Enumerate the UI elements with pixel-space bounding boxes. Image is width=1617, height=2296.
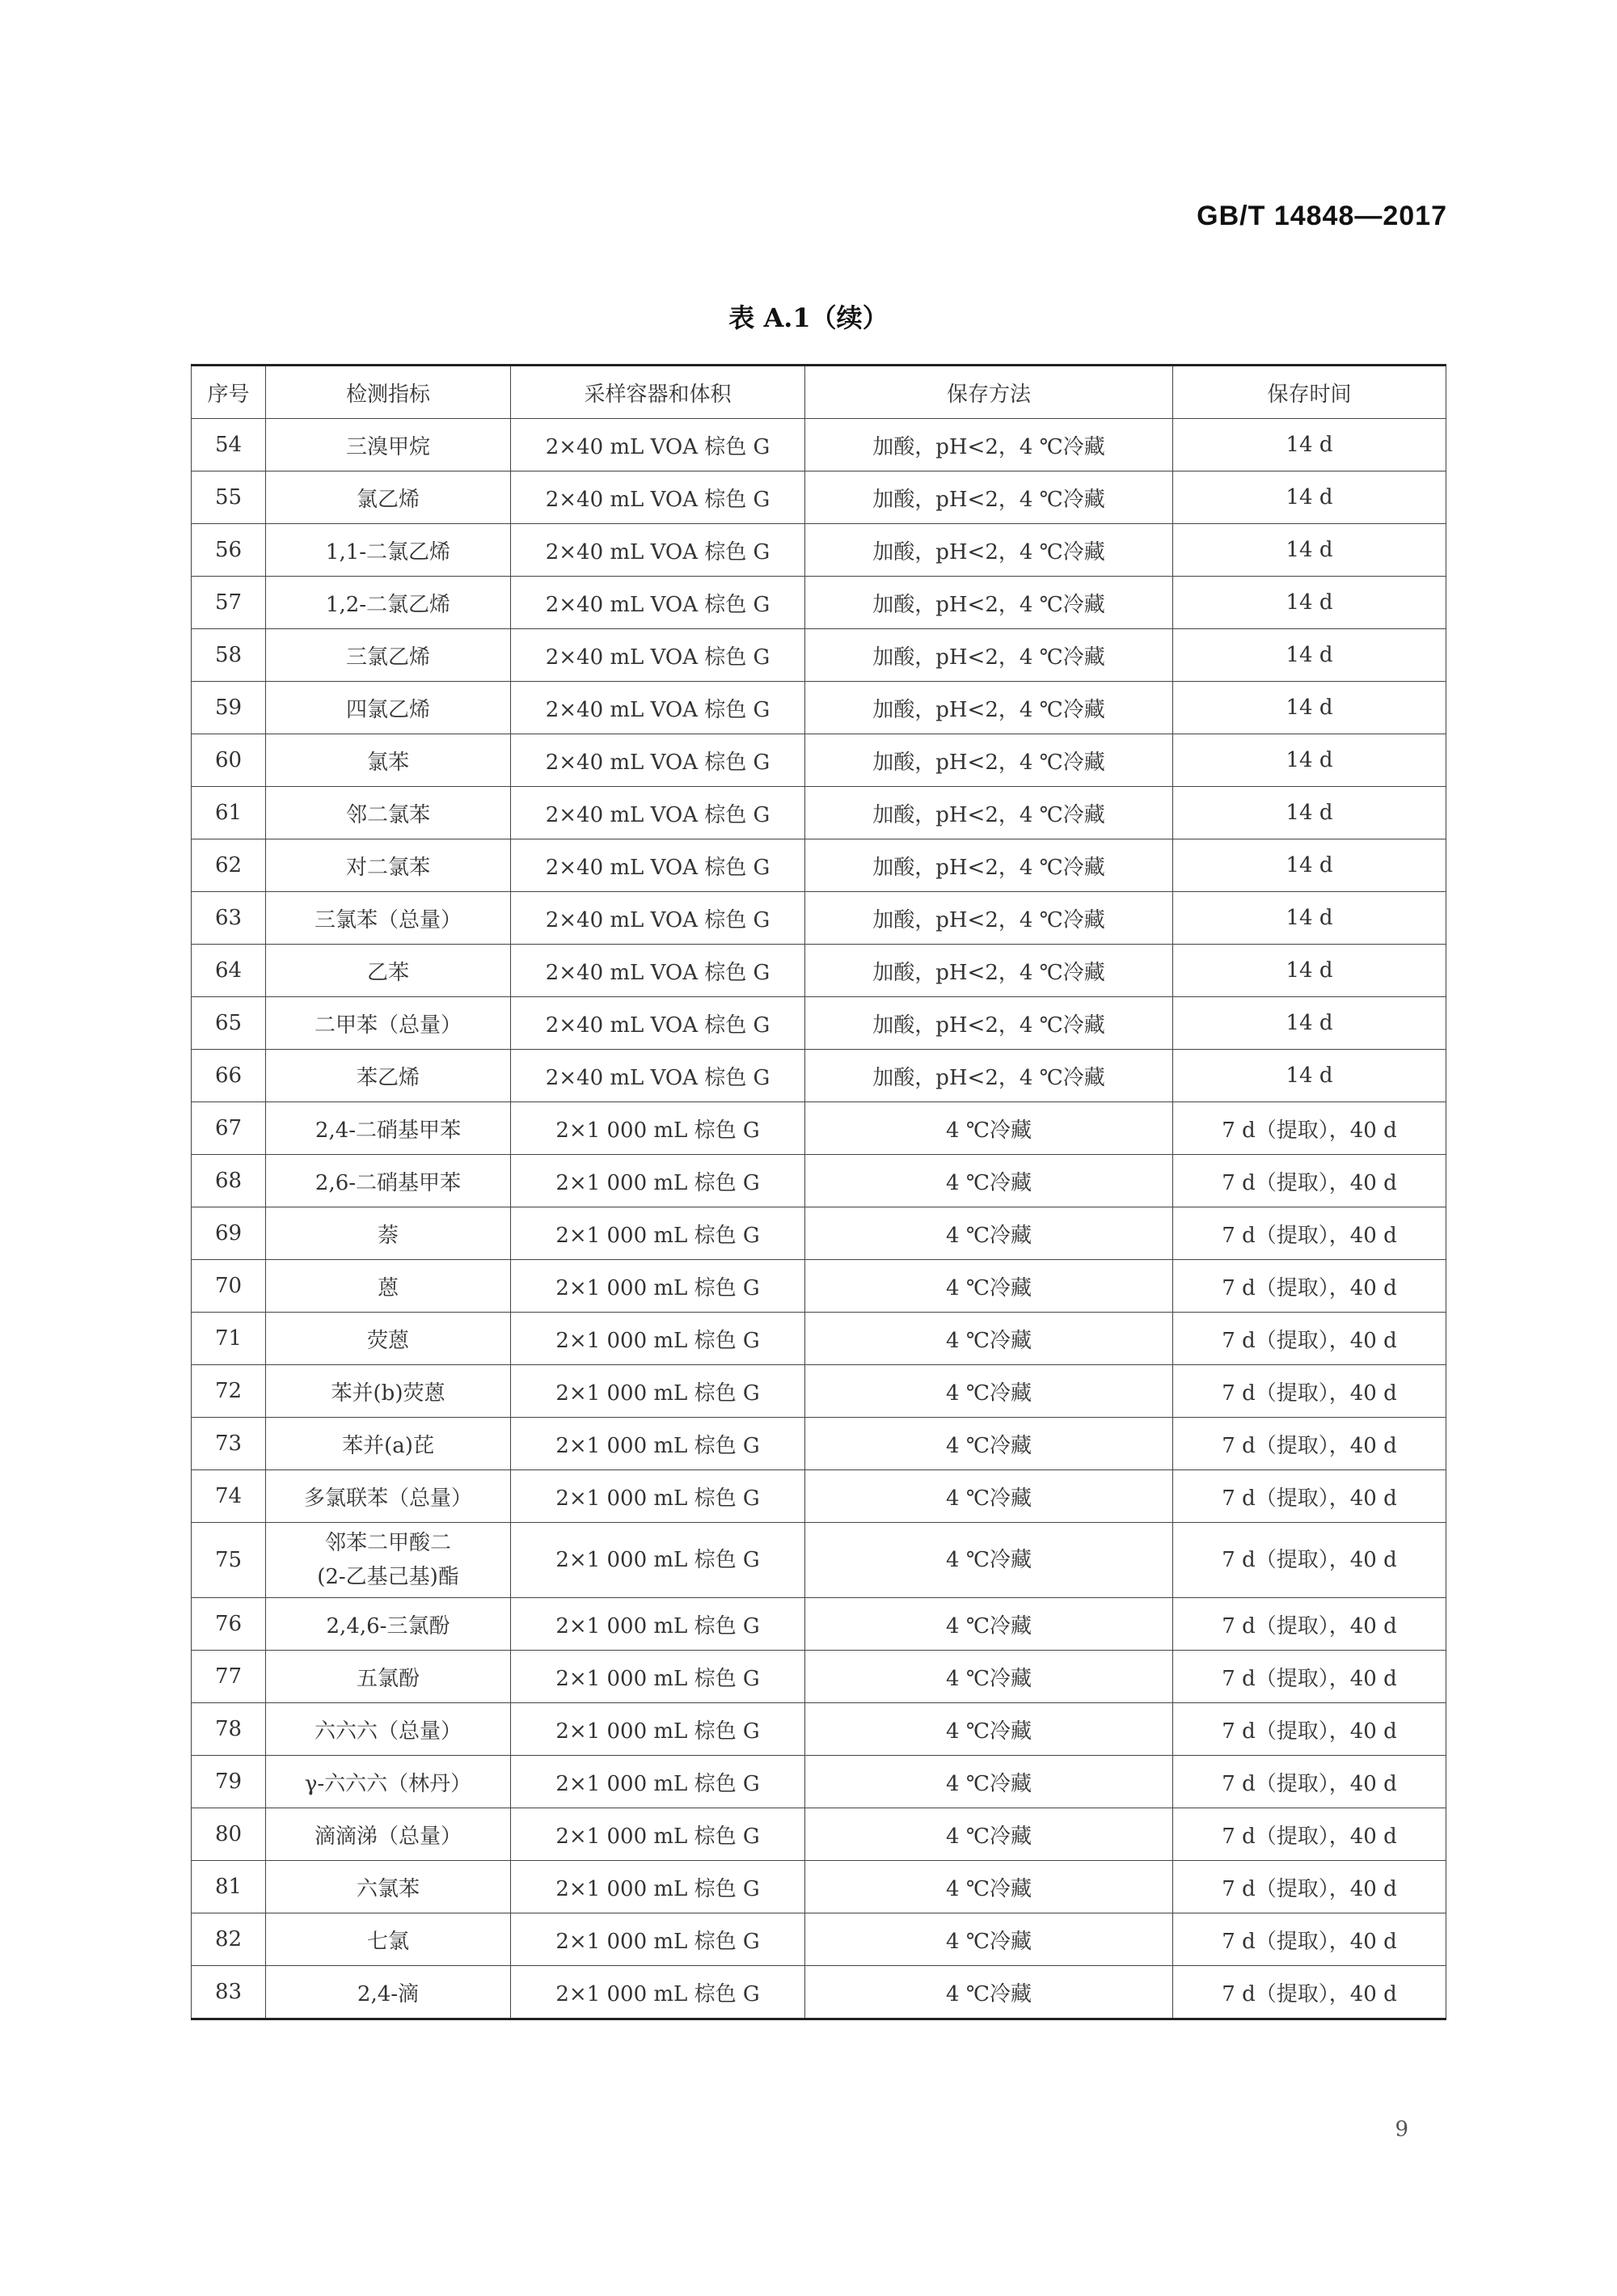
cell-index: 82 — [192, 1913, 266, 1966]
cell-indicator: 苯并(b)荧蒽 — [266, 1365, 511, 1418]
table-row — [192, 1523, 1446, 1598]
cell-indicator: 六氯苯 — [266, 1861, 511, 1913]
cell-container: 2×40 mL VOA 棕色 G — [511, 734, 805, 787]
cell-method: 4 ℃冷藏 — [805, 1966, 1173, 2019]
cell-method: 加酸，pH<2，4 ℃冷藏 — [805, 787, 1173, 839]
cell-container: 2×1 000 mL 棕色 G — [511, 1861, 805, 1913]
cell-time: 14 d — [1173, 1050, 1446, 1102]
cell-method: 4 ℃冷藏 — [805, 1365, 1173, 1418]
cell-index: 79 — [192, 1756, 266, 1808]
table-row — [192, 419, 1446, 471]
cell-container: 2×1 000 mL 棕色 G — [511, 1703, 805, 1756]
cell-container: 2×1 000 mL 棕色 G — [511, 1651, 805, 1703]
cell-method: 4 ℃冷藏 — [805, 1313, 1173, 1365]
column-header-method: 保存方法 — [805, 366, 1173, 419]
column-header-time: 保存时间 — [1173, 366, 1446, 419]
cell-container: 2×40 mL VOA 棕色 G — [511, 997, 805, 1050]
table-row — [192, 1756, 1446, 1808]
cell-index: 66 — [192, 1050, 266, 1102]
cell-container: 2×1 000 mL 棕色 G — [511, 1313, 805, 1365]
table-row — [192, 1207, 1446, 1260]
cell-container: 2×1 000 mL 棕色 G — [511, 1155, 805, 1207]
cell-indicator: 1,1-二氯乙烯 — [266, 524, 511, 577]
column-header-index: 序号 — [192, 366, 266, 419]
table-row — [192, 892, 1446, 945]
cell-index: 71 — [192, 1313, 266, 1365]
cell-index: 76 — [192, 1598, 266, 1651]
cell-method: 4 ℃冷藏 — [805, 1418, 1173, 1470]
table-row — [192, 734, 1446, 787]
cell-container: 2×40 mL VOA 棕色 G — [511, 1050, 805, 1102]
cell-index: 67 — [192, 1102, 266, 1155]
cell-index: 68 — [192, 1155, 266, 1207]
cell-time: 7 d（提取），40 d — [1173, 1523, 1446, 1598]
cell-indicator: 七氯 — [266, 1913, 511, 1966]
cell-indicator: 苯并(a)芘 — [266, 1418, 511, 1470]
cell-time: 7 d（提取），40 d — [1173, 1861, 1446, 1913]
cell-method: 4 ℃冷藏 — [805, 1102, 1173, 1155]
cell-method: 加酸，pH<2，4 ℃冷藏 — [805, 945, 1173, 997]
cell-index: 57 — [192, 577, 266, 629]
cell-indicator: 苯乙烯 — [266, 1050, 511, 1102]
cell-index: 55 — [192, 471, 266, 524]
cell-indicator: 蒽 — [266, 1260, 511, 1313]
table-row — [192, 1102, 1446, 1155]
cell-indicator: 萘 — [266, 1207, 511, 1260]
page-number: 9 — [1395, 2117, 1408, 2142]
cell-index: 78 — [192, 1703, 266, 1756]
cell-time: 14 d — [1173, 577, 1446, 629]
cell-method: 4 ℃冷藏 — [805, 1808, 1173, 1861]
cell-method: 加酸，pH<2，4 ℃冷藏 — [805, 892, 1173, 945]
cell-method: 4 ℃冷藏 — [805, 1651, 1173, 1703]
table-row — [192, 1313, 1446, 1365]
cell-time: 7 d（提取），40 d — [1173, 1102, 1446, 1155]
cell-method: 加酸，pH<2，4 ℃冷藏 — [805, 734, 1173, 787]
cell-method: 加酸，pH<2，4 ℃冷藏 — [805, 471, 1173, 524]
cell-indicator: γ-六六六（林丹） — [266, 1756, 511, 1808]
cell-container: 2×40 mL VOA 棕色 G — [511, 945, 805, 997]
cell-indicator: 邻二氯苯 — [266, 787, 511, 839]
cell-indicator: 对二氯苯 — [266, 839, 511, 892]
table-row — [192, 839, 1446, 892]
cell-method: 4 ℃冷藏 — [805, 1913, 1173, 1966]
cell-container: 2×1 000 mL 棕色 G — [511, 1418, 805, 1470]
cell-index: 70 — [192, 1260, 266, 1313]
table-row — [192, 1470, 1446, 1523]
column-header-indicator: 检测指标 — [266, 366, 511, 419]
cell-index: 80 — [192, 1808, 266, 1861]
cell-method: 4 ℃冷藏 — [805, 1470, 1173, 1523]
table-row — [192, 1365, 1446, 1418]
cell-time: 7 d（提取），40 d — [1173, 1703, 1446, 1756]
cell-method: 4 ℃冷藏 — [805, 1756, 1173, 1808]
cell-time: 7 d（提取），40 d — [1173, 1598, 1446, 1651]
cell-indicator: 三氯乙烯 — [266, 629, 511, 682]
table-row — [192, 1260, 1446, 1313]
column-header-container: 采样容器和体积 — [511, 366, 805, 419]
table-row — [192, 1861, 1446, 1913]
cell-time: 14 d — [1173, 471, 1446, 524]
table-row — [192, 1651, 1446, 1703]
cell-container: 2×40 mL VOA 棕色 G — [511, 839, 805, 892]
cell-index: 75 — [192, 1523, 266, 1598]
cell-indicator: 1,2-二氯乙烯 — [266, 577, 511, 629]
table-row — [192, 1913, 1446, 1966]
cell-time: 7 d（提取），40 d — [1173, 1966, 1446, 2019]
cell-index: 72 — [192, 1365, 266, 1418]
cell-container: 2×40 mL VOA 棕色 G — [511, 787, 805, 839]
table-row — [192, 629, 1446, 682]
cell-method: 加酸，pH<2，4 ℃冷藏 — [805, 577, 1173, 629]
cell-container: 2×1 000 mL 棕色 G — [511, 1756, 805, 1808]
cell-indicator: 五氯酚 — [266, 1651, 511, 1703]
cell-container: 2×40 mL VOA 棕色 G — [511, 471, 805, 524]
cell-indicator: 氯苯 — [266, 734, 511, 787]
cell-method: 加酸，pH<2，4 ℃冷藏 — [805, 1050, 1173, 1102]
cell-index: 56 — [192, 524, 266, 577]
cell-index: 61 — [192, 787, 266, 839]
document-code: GB/T 14848—2017 — [1197, 201, 1447, 231]
table-row — [192, 471, 1446, 524]
cell-container: 2×1 000 mL 棕色 G — [511, 1260, 805, 1313]
cell-index: 63 — [192, 892, 266, 945]
cell-index: 54 — [192, 419, 266, 471]
cell-index: 64 — [192, 945, 266, 997]
cell-index: 62 — [192, 839, 266, 892]
cell-indicator: 2,6-二硝基甲苯 — [266, 1155, 511, 1207]
table-row — [192, 1598, 1446, 1651]
cell-time: 14 d — [1173, 629, 1446, 682]
cell-time: 7 d（提取），40 d — [1173, 1418, 1446, 1470]
cell-indicator: 四氯乙烯 — [266, 682, 511, 734]
cell-method: 加酸，pH<2，4 ℃冷藏 — [805, 682, 1173, 734]
cell-time: 14 d — [1173, 997, 1446, 1050]
cell-time: 14 d — [1173, 419, 1446, 471]
cell-container: 2×40 mL VOA 棕色 G — [511, 419, 805, 471]
cell-time: 7 d（提取），40 d — [1173, 1651, 1446, 1703]
cell-container: 2×1 000 mL 棕色 G — [511, 1913, 805, 1966]
cell-time: 14 d — [1173, 524, 1446, 577]
cell-container: 2×40 mL VOA 棕色 G — [511, 892, 805, 945]
table-row — [192, 524, 1446, 577]
cell-index: 81 — [192, 1861, 266, 1913]
table-row — [192, 1966, 1446, 2019]
cell-container: 2×1 000 mL 棕色 G — [511, 1598, 805, 1651]
cell-container: 2×1 000 mL 棕色 G — [511, 1523, 805, 1598]
cell-indicator: 邻苯二甲酸二 (2-乙基己基)酯 — [266, 1523, 511, 1598]
table-row — [192, 997, 1446, 1050]
cell-time: 7 d（提取），40 d — [1173, 1365, 1446, 1418]
table-row — [192, 1050, 1446, 1102]
table-row — [192, 1418, 1446, 1470]
table-header-row — [192, 366, 1446, 419]
cell-time: 7 d（提取），40 d — [1173, 1470, 1446, 1523]
cell-container: 2×40 mL VOA 棕色 G — [511, 577, 805, 629]
cell-indicator: 2,4-二硝基甲苯 — [266, 1102, 511, 1155]
cell-index: 74 — [192, 1470, 266, 1523]
cell-container: 2×1 000 mL 棕色 G — [511, 1470, 805, 1523]
table-row — [192, 1808, 1446, 1861]
cell-method: 4 ℃冷藏 — [805, 1523, 1173, 1598]
cell-method: 4 ℃冷藏 — [805, 1207, 1173, 1260]
table-title: 表 A.1（续） — [728, 302, 889, 333]
cell-index: 73 — [192, 1418, 266, 1470]
cell-method: 4 ℃冷藏 — [805, 1598, 1173, 1651]
cell-container: 2×1 000 mL 棕色 G — [511, 1207, 805, 1260]
table-row — [192, 787, 1446, 839]
cell-method: 加酸，pH<2，4 ℃冷藏 — [805, 629, 1173, 682]
cell-indicator: 荧蒽 — [266, 1313, 511, 1365]
cell-indicator: 六六六（总量） — [266, 1703, 511, 1756]
cell-method: 4 ℃冷藏 — [805, 1703, 1173, 1756]
cell-time: 7 d（提取），40 d — [1173, 1155, 1446, 1207]
cell-container: 2×40 mL VOA 棕色 G — [511, 629, 805, 682]
cell-time: 7 d（提取），40 d — [1173, 1260, 1446, 1313]
table-row — [192, 945, 1446, 997]
cell-indicator: 2,4-滴 — [266, 1966, 511, 2019]
cell-time: 7 d（提取），40 d — [1173, 1913, 1446, 1966]
cell-container: 2×1 000 mL 棕色 G — [511, 1102, 805, 1155]
cell-index: 69 — [192, 1207, 266, 1260]
cell-method: 加酸，pH<2，4 ℃冷藏 — [805, 419, 1173, 471]
cell-time: 14 d — [1173, 787, 1446, 839]
sampling-table — [191, 364, 1446, 2020]
cell-time: 14 d — [1173, 682, 1446, 734]
cell-container: 2×40 mL VOA 棕色 G — [511, 524, 805, 577]
cell-time: 14 d — [1173, 734, 1446, 787]
cell-index: 60 — [192, 734, 266, 787]
cell-method: 加酸，pH<2，4 ℃冷藏 — [805, 839, 1173, 892]
cell-index: 77 — [192, 1651, 266, 1703]
cell-indicator: 三溴甲烷 — [266, 419, 511, 471]
cell-indicator: 二甲苯（总量） — [266, 997, 511, 1050]
table-row — [192, 577, 1446, 629]
cell-indicator: 氯乙烯 — [266, 471, 511, 524]
cell-time: 7 d（提取），40 d — [1173, 1313, 1446, 1365]
cell-index: 58 — [192, 629, 266, 682]
cell-method: 加酸，pH<2，4 ℃冷藏 — [805, 524, 1173, 577]
cell-indicator: 2,4,6-三氯酚 — [266, 1598, 511, 1651]
cell-indicator: 多氯联苯（总量） — [266, 1470, 511, 1523]
table-row — [192, 1703, 1446, 1756]
cell-container: 2×40 mL VOA 棕色 G — [511, 682, 805, 734]
cell-container: 2×1 000 mL 棕色 G — [511, 1966, 805, 2019]
cell-container: 2×1 000 mL 棕色 G — [511, 1808, 805, 1861]
cell-indicator: 三氯苯（总量） — [266, 892, 511, 945]
cell-time: 7 d（提取），40 d — [1173, 1207, 1446, 1260]
table-body — [192, 419, 1446, 2019]
cell-time: 7 d（提取），40 d — [1173, 1808, 1446, 1861]
table-row — [192, 1155, 1446, 1207]
cell-index: 59 — [192, 682, 266, 734]
cell-method: 加酸，pH<2，4 ℃冷藏 — [805, 997, 1173, 1050]
cell-time: 7 d（提取），40 d — [1173, 1756, 1446, 1808]
cell-method: 4 ℃冷藏 — [805, 1260, 1173, 1313]
cell-method: 4 ℃冷藏 — [805, 1861, 1173, 1913]
cell-time: 14 d — [1173, 892, 1446, 945]
cell-indicator: 滴滴涕（总量） — [266, 1808, 511, 1861]
cell-index: 83 — [192, 1966, 266, 2019]
cell-method: 4 ℃冷藏 — [805, 1155, 1173, 1207]
cell-index: 65 — [192, 997, 266, 1050]
cell-indicator: 乙苯 — [266, 945, 511, 997]
cell-time: 14 d — [1173, 839, 1446, 892]
table-row — [192, 682, 1446, 734]
cell-container: 2×1 000 mL 棕色 G — [511, 1365, 805, 1418]
cell-time: 14 d — [1173, 945, 1446, 997]
